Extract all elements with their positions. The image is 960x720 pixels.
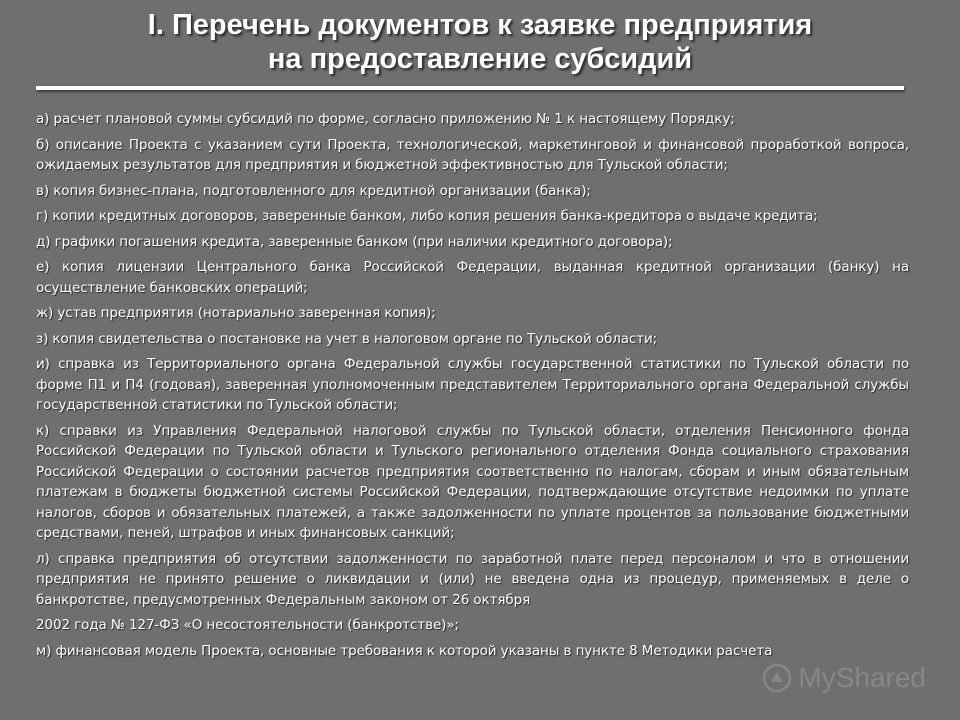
watermark xyxy=(762,662,926,694)
list-item-v: в) копия бизнес-плана, подготовленного для кредитной организации (банка); xyxy=(36,182,591,199)
list-item-k: к) справки из Управления Федеральной налоговой службы по Тульской области, отделения Пенсионного фонда Российской Федерации по Тульской области и Тульского регионального отделения Фонда социального страхования Российской Федерации о состоянии расчетов предприятия соответственно по налогам, сборам и иным обязательным платежам в бюджеты бюджетной системы Российской Федерации, подтверждающие отсутствие недоимки по уплате налогов, сборов и обязательных платежей, а также задолженности по уплате процентов за пользование бюджетными средствами, пеней, штрафов и иных финансовых санкций; xyxy=(36,422,909,541)
list-item-g: г) копии кредитных договоров, заверенные банком, либо копия решения банка-кредитора о выдаче кредита; xyxy=(36,208,818,224)
list-item-zh: ж) устав предприятия (нотариально заверенная копия); xyxy=(36,305,436,321)
document-list xyxy=(36,109,909,666)
list-item-m: м) финансовая модель Проекта, основные требования к которой указаны в пункте 8 Методики расчета xyxy=(36,642,773,659)
list-item-a: а) расчет плановой суммы субсидий по форме, согласно приложению № 1 к настоящему Порядку; xyxy=(36,111,735,127)
list-item-z: з) копия свидетельства о постановке на учет в налоговом органе по Тульской области; xyxy=(36,330,658,347)
list-item-e: е) копия лицензии Центрального банка Российской Федерации, выданная кредитной организации (банку) на осуществление банковских операций; xyxy=(36,259,909,296)
list-item-l-continued: 2002 года № 127-ФЗ «О несостоятельности (банкротстве)»; xyxy=(36,617,459,633)
myshared-logo-icon xyxy=(762,663,792,693)
title-line-1: I. Перечень документов к заявке предприятия xyxy=(147,9,813,41)
watermark-text: MyShared xyxy=(798,662,926,693)
title-underline xyxy=(36,86,904,90)
list-item-i: и) справка из Территориального органа Федеральной службы государственной статистики по Тульской области по форме П1 и П4 (годовая), заверенная уполномоченным представителем Территориального органа Федеральной службы государственной статистики по Тульской области; xyxy=(36,356,909,413)
slide-title xyxy=(40,8,920,76)
list-item-b: б) описание Проекта с указанием сути Проекта, технологической, маркетинговой и финансовой проработкой вопроса, ожидаемых результатов для предприятия и бюджетной эффективностью для Тульской области; xyxy=(36,136,909,173)
list-item-d: д) графики погашения кредита, заверенные банком (при наличии кредитного договора); xyxy=(36,233,673,250)
list-item-l: л) справка предприятия об отсутствии задолженности по заработной плате перед персоналом и что в отношении предприятия не принято решение о ликвидации и (или) не введена одна из процедур, применяемых в деле о банкротстве, предусмотренных Федеральным законом от 26 октября xyxy=(36,550,909,608)
title-line-2: на предоставление субсидий xyxy=(267,43,693,75)
